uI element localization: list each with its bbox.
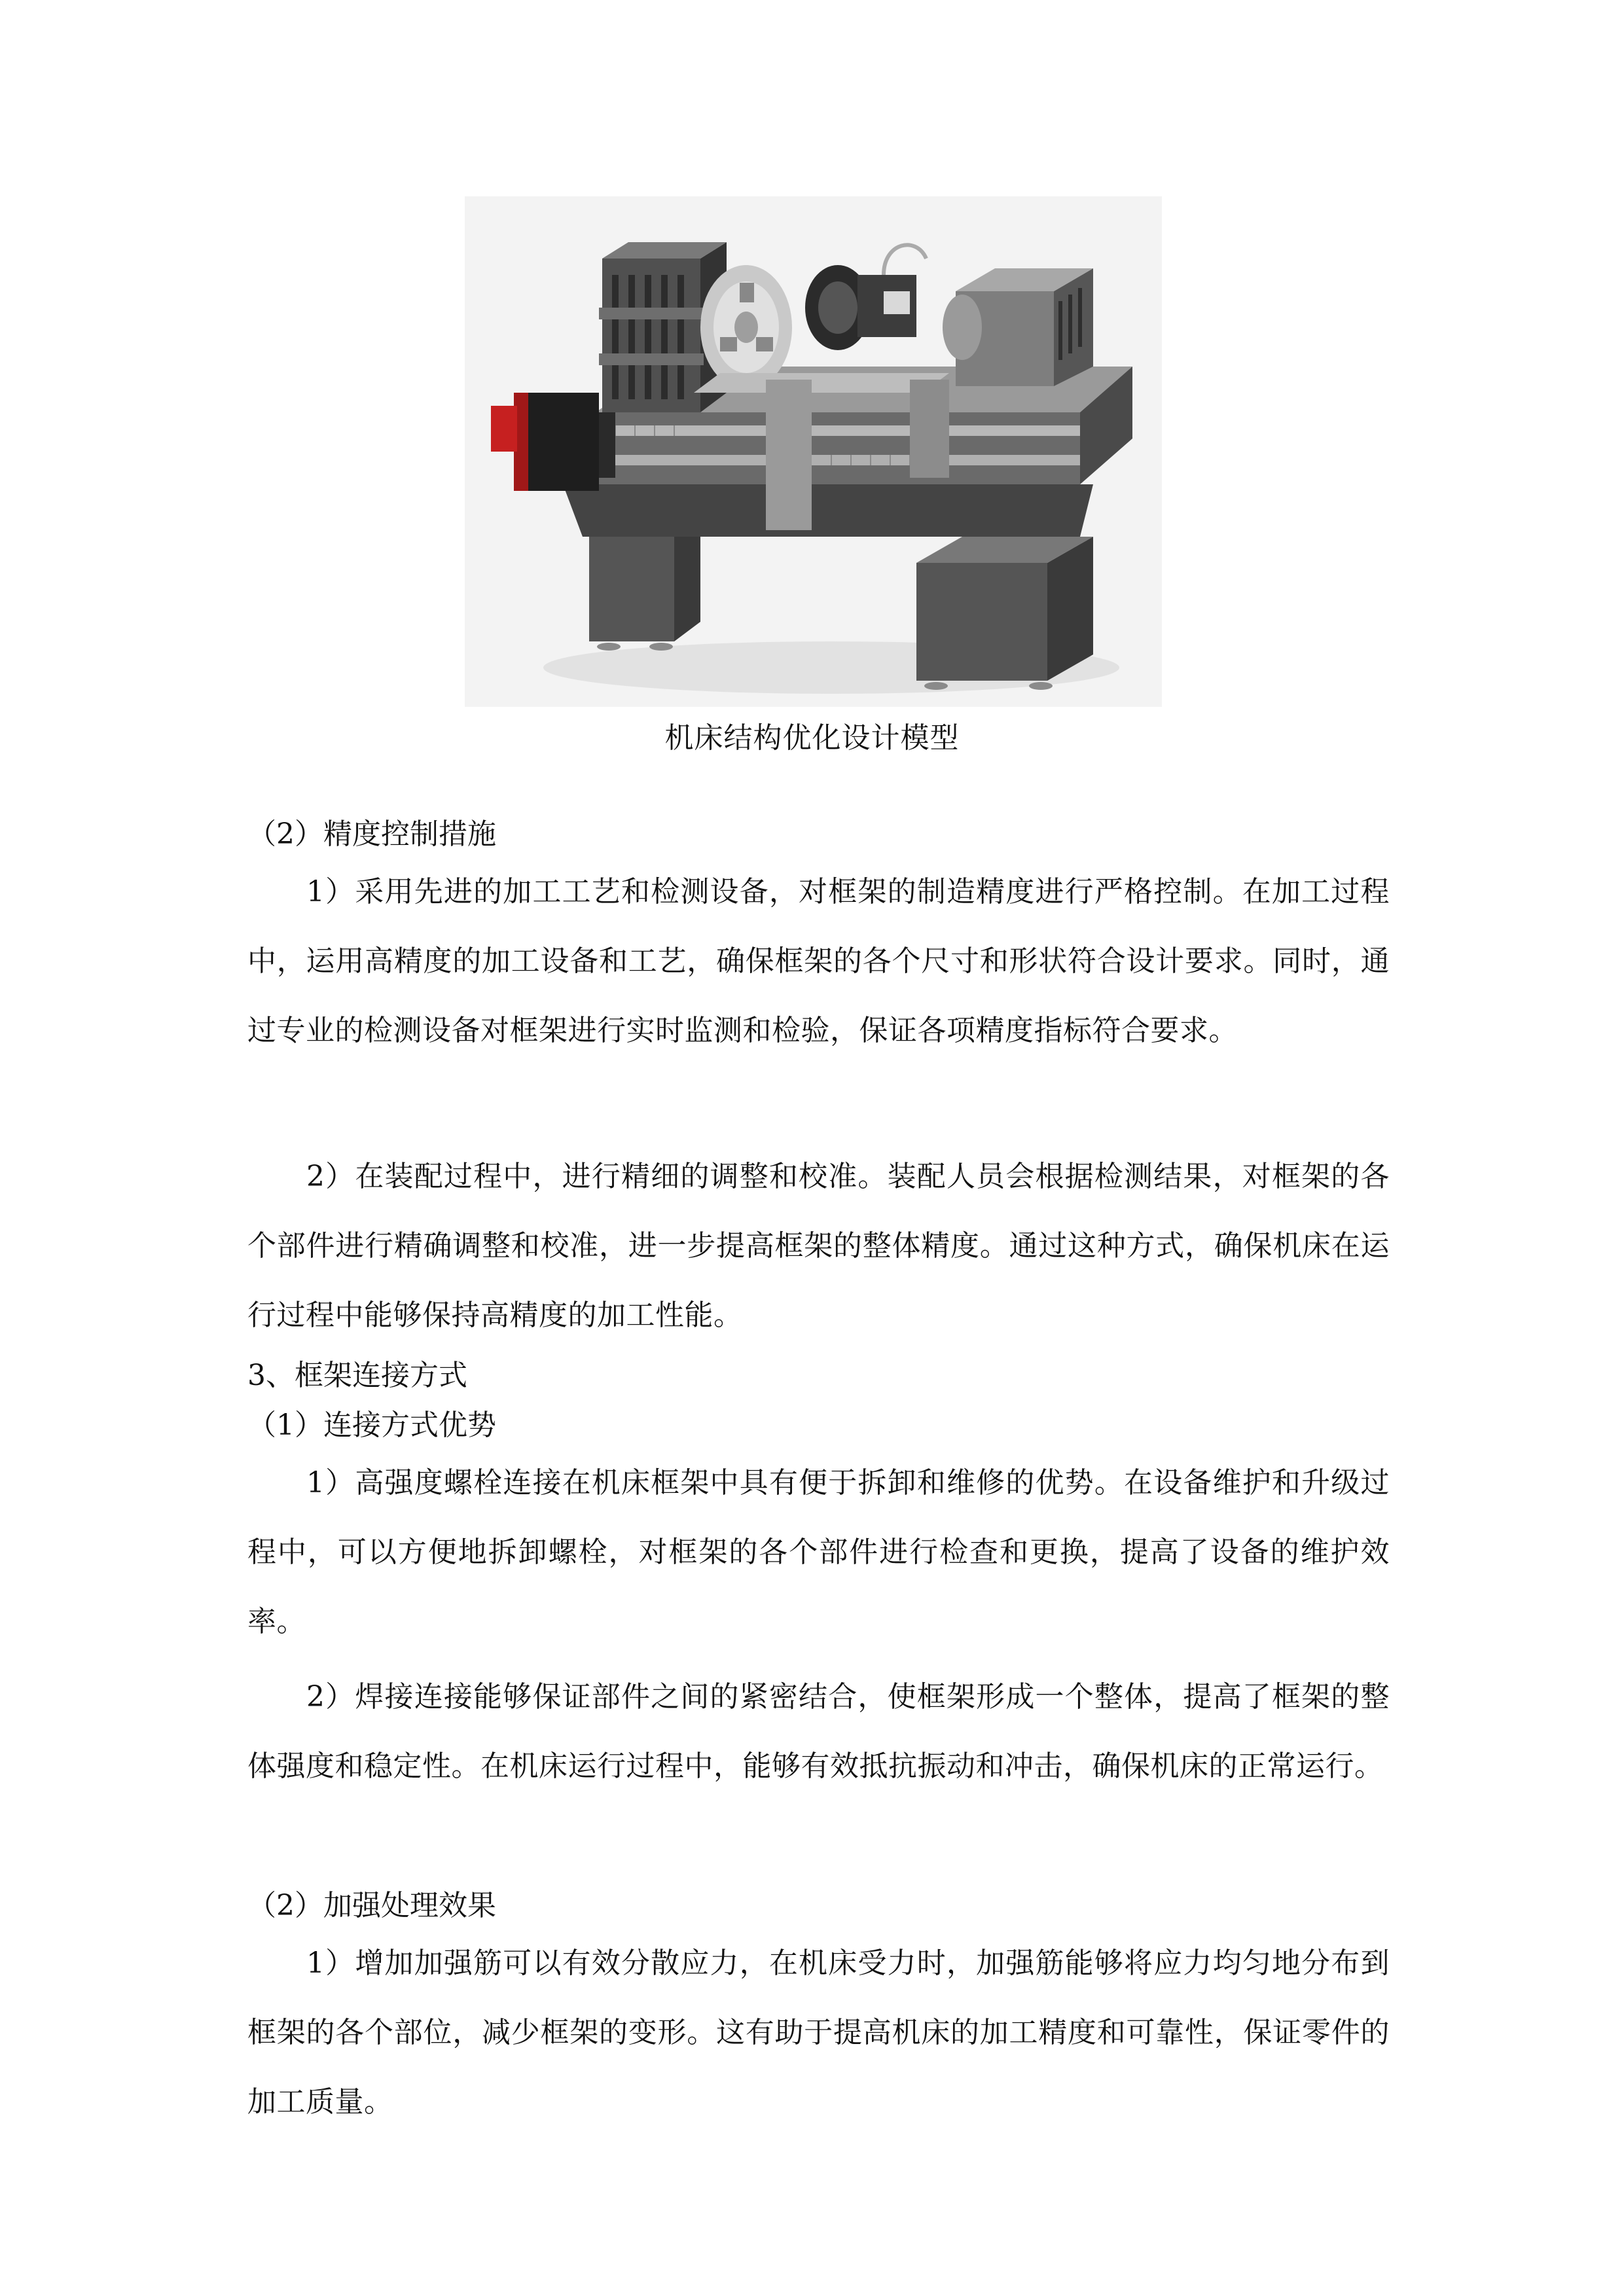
paragraph-connection-1: 1）高强度螺栓连接在机床框架中具有便于拆卸和维修的优势。在设备维护和升级过程中，可以方便地拆卸螺栓，对框架的各个部件进行检查和更换，提高了设备的维护效率。 [247,1466,1390,1638]
paragraph-connection-2: 2）焊接连接能够保证部件之间的紧密结合，使框架形成一个整体，提高了框架的整体强度和稳定性。在机床运行过程中，能够有效抵抗振动和冲击，确保机床的正常运行。 [247,1680,1390,1783]
section-heading-connection: 3、框架连接方式 [247,1359,467,1392]
subsection-heading-connection-advantages: （1）连接方式优势 [247,1408,496,1442]
subsection-heading-reinforcement: （2）加强处理效果 [247,1889,496,1922]
section-heading-precision: （2）精度控制措施 [247,817,496,851]
lathe-model-illustration [465,196,1162,707]
figure-caption: 机床结构优化设计模型 [664,721,960,755]
paragraph-reinforcement-1: 1）增加加强筋可以有效分散应力，在机床受力时，加强筋能够将应力均匀地分布到框架的各个部位，减少框架的变形。这有助于提高机床的加工精度和可靠性，保证零件的加工质量。 [247,1946,1390,2119]
machine-model-figure [465,196,1162,707]
paragraph-precision-2: 2）在装配过程中，进行精细的调整和校准。装配人员会根据检测结果，对框架的各个部件进行精确调整和校准，进一步提高框架的整体精度。通过这种方式，确保机床在运行过程中能够保持高精度的加工性能。 [247,1160,1390,1332]
paragraph-precision-1: 1）采用先进的加工工艺和检测设备，对框架的制造精度进行严格控制。在加工过程中，运用高精度的加工设备和工艺，确保框架的各个尺寸和形状符合设计要求。同时，通过专业的检测设备对框架进行实时监测和检验，保证各项精度指标符合要求。 [247,875,1390,1047]
